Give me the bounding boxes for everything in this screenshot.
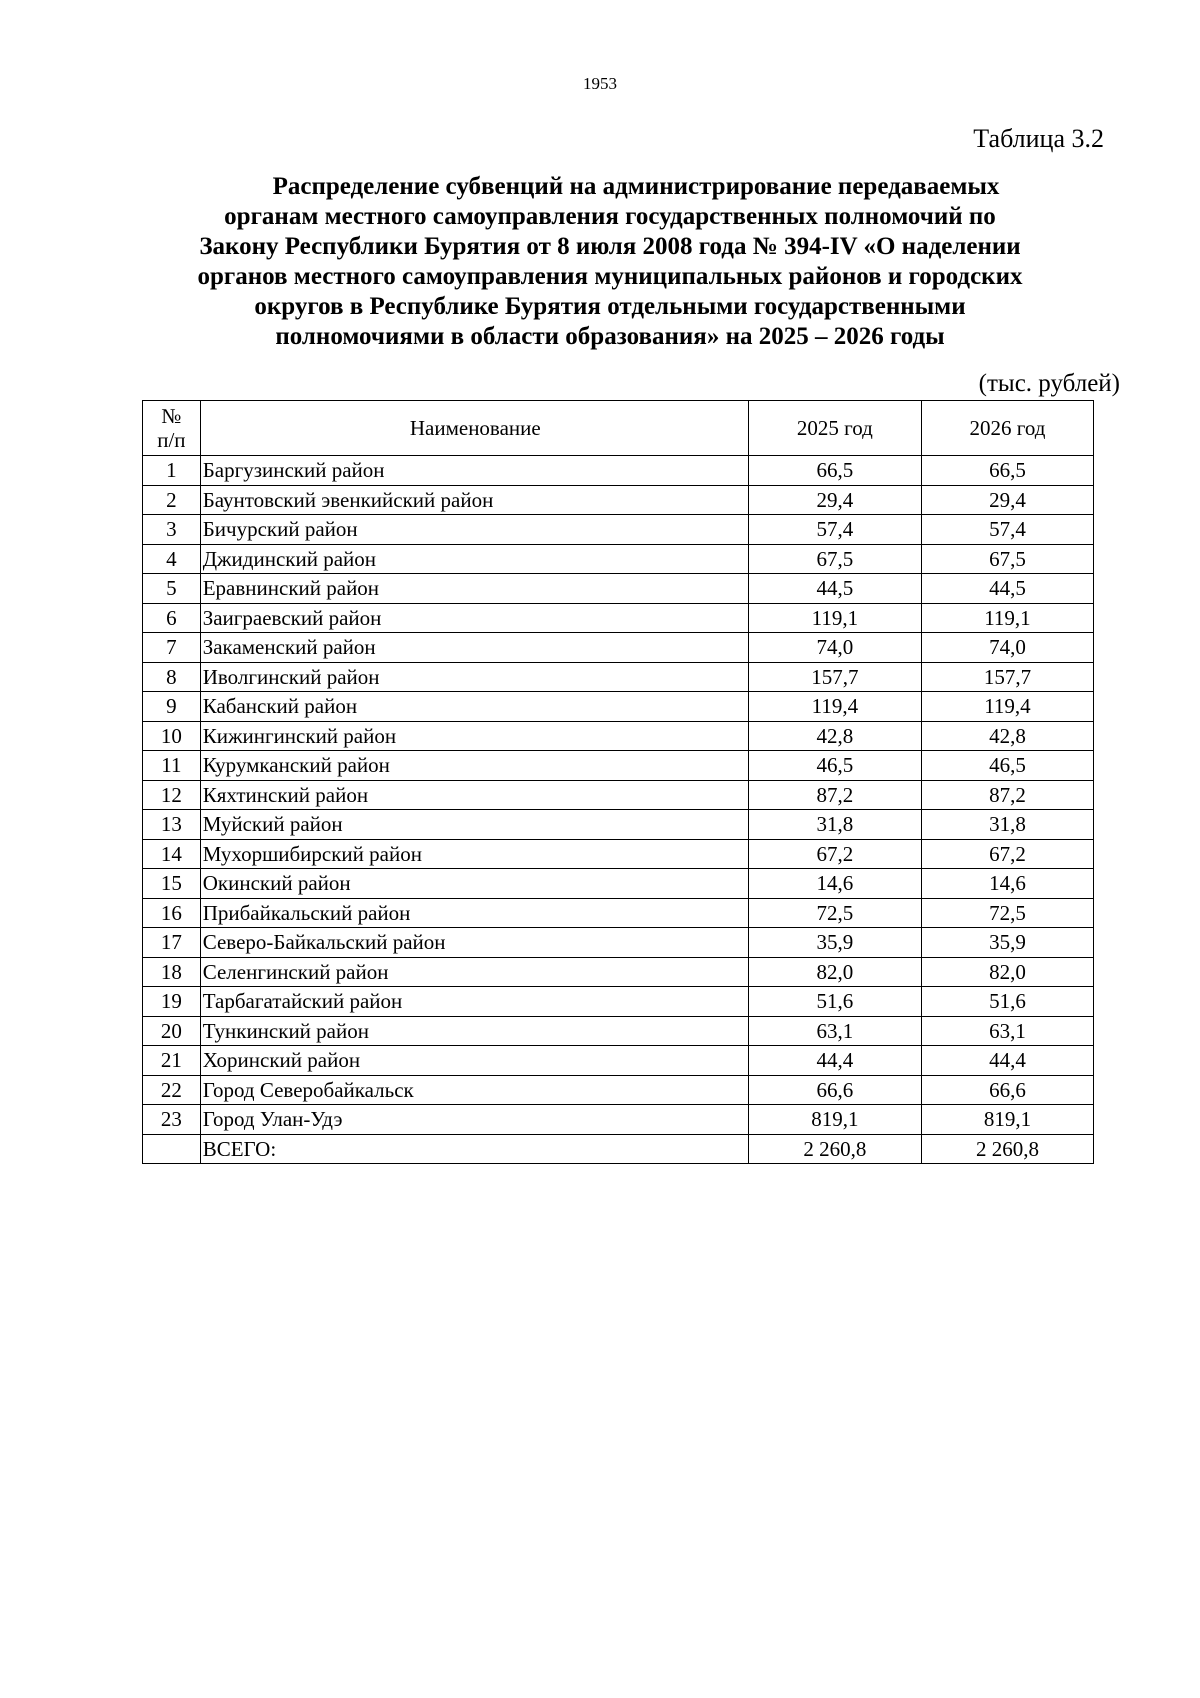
table-row (143, 633, 1094, 663)
row-value-2026: 31,8 (921, 810, 1093, 840)
row-value-2025: 14,6 (748, 869, 921, 899)
row-value-2025: 82,0 (748, 957, 921, 987)
row-name: Хоринский район (200, 1046, 748, 1076)
row-value-2026: 44,4 (921, 1046, 1093, 1076)
row-number (143, 1134, 201, 1164)
row-number: 18 (143, 957, 201, 987)
page-number: 1953 (583, 74, 617, 93)
row-name: Мухоршибирский район (200, 839, 748, 869)
row-value-2025: 51,6 (748, 987, 921, 1017)
row-value-2026: 57,4 (921, 515, 1093, 545)
row-value-2025: 66,5 (748, 456, 921, 486)
row-value-2025: 119,1 (748, 603, 921, 633)
header-year-2026: 2026 год (921, 401, 1093, 456)
table-row (143, 1046, 1094, 1076)
row-value-2025: 87,2 (748, 780, 921, 810)
table-row (143, 751, 1094, 781)
row-name: Джидинский район (200, 544, 748, 574)
row-number: 22 (143, 1075, 201, 1105)
row-name: Окинский район (200, 869, 748, 899)
row-name: Заиграевский район (200, 603, 748, 633)
table-row (143, 1105, 1094, 1135)
title-line: Закону Республики Бурятия от 8 июля 2008 года № 394-IV «О наделении (199, 233, 1021, 260)
row-name: Баргузинский район (200, 456, 748, 486)
row-value-2026: 14,6 (921, 869, 1093, 899)
header-row (143, 401, 1094, 456)
row-number: 12 (143, 780, 201, 810)
table-row (143, 839, 1094, 869)
row-name: Тункинский район (200, 1016, 748, 1046)
row-value-2026: 29,4 (921, 485, 1093, 515)
row-name: Город Северобайкальск (200, 1075, 748, 1105)
row-value-2025: 44,5 (748, 574, 921, 604)
row-name: Тарбагатайский район (200, 987, 748, 1017)
row-name: Еравнинский район (200, 574, 748, 604)
row-number: 4 (143, 544, 201, 574)
row-number: 6 (143, 603, 201, 633)
row-value-2025: 157,7 (748, 662, 921, 692)
table-header (143, 401, 1094, 456)
row-value-2025: 31,8 (748, 810, 921, 840)
row-value-2025: 2 260,8 (748, 1134, 921, 1164)
row-number: 19 (143, 987, 201, 1017)
document-title (130, 172, 1090, 352)
table-row (143, 544, 1094, 574)
table-row (143, 456, 1094, 486)
row-value-2026: 51,6 (921, 987, 1093, 1017)
row-value-2026: 46,5 (921, 751, 1093, 781)
row-value-2026: 67,5 (921, 544, 1093, 574)
total-row (143, 1134, 1094, 1164)
row-name: Кабанский район (200, 692, 748, 722)
row-value-2025: 29,4 (748, 485, 921, 515)
row-name: Селенгинский район (200, 957, 748, 987)
table-row (143, 692, 1094, 722)
table-body (143, 456, 1094, 1164)
row-number: 8 (143, 662, 201, 692)
row-value-2025: 44,4 (748, 1046, 921, 1076)
title-line: органам местного самоуправления государственных полномочий по (224, 203, 996, 230)
row-number: 2 (143, 485, 201, 515)
row-value-2026: 72,5 (921, 898, 1093, 928)
row-name: Баунтовский эвенкийский район (200, 485, 748, 515)
row-value-2026: 42,8 (921, 721, 1093, 751)
row-name: Кяхтинский район (200, 780, 748, 810)
table-row (143, 1016, 1094, 1046)
row-number: 14 (143, 839, 201, 869)
row-number: 17 (143, 928, 201, 958)
row-value-2025: 819,1 (748, 1105, 921, 1135)
table-row (143, 898, 1094, 928)
row-value-2026: 82,0 (921, 957, 1093, 987)
row-name: ВСЕГО: (200, 1134, 748, 1164)
table-row (143, 721, 1094, 751)
title-line: полномочиями в области образования» на 2025 – 2026 годы (275, 323, 945, 350)
row-number: 16 (143, 898, 201, 928)
row-number: 13 (143, 810, 201, 840)
row-value-2025: 46,5 (748, 751, 921, 781)
row-value-2026: 119,1 (921, 603, 1093, 633)
row-value-2025: 42,8 (748, 721, 921, 751)
row-name: Курумканский район (200, 751, 748, 781)
row-number: 1 (143, 456, 201, 486)
header-year-2025: 2025 год (748, 401, 921, 456)
title-line: органов местного самоуправления муниципальных районов и городских (197, 263, 1023, 290)
row-value-2025: 67,2 (748, 839, 921, 869)
table-row (143, 603, 1094, 633)
table-row (143, 987, 1094, 1017)
row-value-2025: 72,5 (748, 898, 921, 928)
row-value-2026: 67,2 (921, 839, 1093, 869)
header-num-top: № (161, 404, 182, 428)
table-row (143, 810, 1094, 840)
row-name: Муйский район (200, 810, 748, 840)
table-label: Таблица 3.2 (973, 124, 1104, 153)
row-name: Город Улан-Удэ (200, 1105, 748, 1135)
row-name: Бичурский район (200, 515, 748, 545)
table-row (143, 780, 1094, 810)
row-number: 10 (143, 721, 201, 751)
row-number: 21 (143, 1046, 201, 1076)
table-row (143, 662, 1094, 692)
row-value-2026: 44,5 (921, 574, 1093, 604)
table-row (143, 485, 1094, 515)
subvention-table (142, 400, 1094, 1164)
row-value-2025: 119,4 (748, 692, 921, 722)
row-value-2026: 119,4 (921, 692, 1093, 722)
row-number: 20 (143, 1016, 201, 1046)
row-number: 15 (143, 869, 201, 899)
header-name: Наименование (200, 401, 748, 456)
row-value-2026: 63,1 (921, 1016, 1093, 1046)
row-value-2026: 66,6 (921, 1075, 1093, 1105)
row-name: Кижингинский район (200, 721, 748, 751)
row-name: Иволгинский район (200, 662, 748, 692)
row-value-2026: 74,0 (921, 633, 1093, 663)
title-line: округов в Республике Бурятия отдельными государственными (254, 293, 966, 320)
row-number: 5 (143, 574, 201, 604)
row-value-2025: 57,4 (748, 515, 921, 545)
row-value-2026: 819,1 (921, 1105, 1093, 1135)
row-value-2025: 67,5 (748, 544, 921, 574)
row-value-2026: 2 260,8 (921, 1134, 1093, 1164)
row-name: Северо-Байкальский район (200, 928, 748, 958)
header-num-bottom: п/п (157, 428, 186, 452)
table-row (143, 574, 1094, 604)
header-num (143, 401, 201, 456)
row-name: Прибайкальский район (200, 898, 748, 928)
row-value-2025: 66,6 (748, 1075, 921, 1105)
table-row (143, 957, 1094, 987)
row-number: 3 (143, 515, 201, 545)
row-number: 11 (143, 751, 201, 781)
title-line: Распределение субвенций на администрирование передаваемых (272, 173, 1000, 200)
row-value-2025: 63,1 (748, 1016, 921, 1046)
row-number: 9 (143, 692, 201, 722)
units-label: (тыс. рублей) (978, 370, 1120, 397)
table-row (143, 869, 1094, 899)
row-value-2026: 157,7 (921, 662, 1093, 692)
row-value-2025: 74,0 (748, 633, 921, 663)
row-number: 23 (143, 1105, 201, 1135)
row-value-2026: 35,9 (921, 928, 1093, 958)
table-row (143, 1075, 1094, 1105)
table-row (143, 515, 1094, 545)
row-value-2026: 87,2 (921, 780, 1093, 810)
table-row (143, 928, 1094, 958)
row-name: Закаменский район (200, 633, 748, 663)
row-number: 7 (143, 633, 201, 663)
row-value-2026: 66,5 (921, 456, 1093, 486)
row-value-2025: 35,9 (748, 928, 921, 958)
